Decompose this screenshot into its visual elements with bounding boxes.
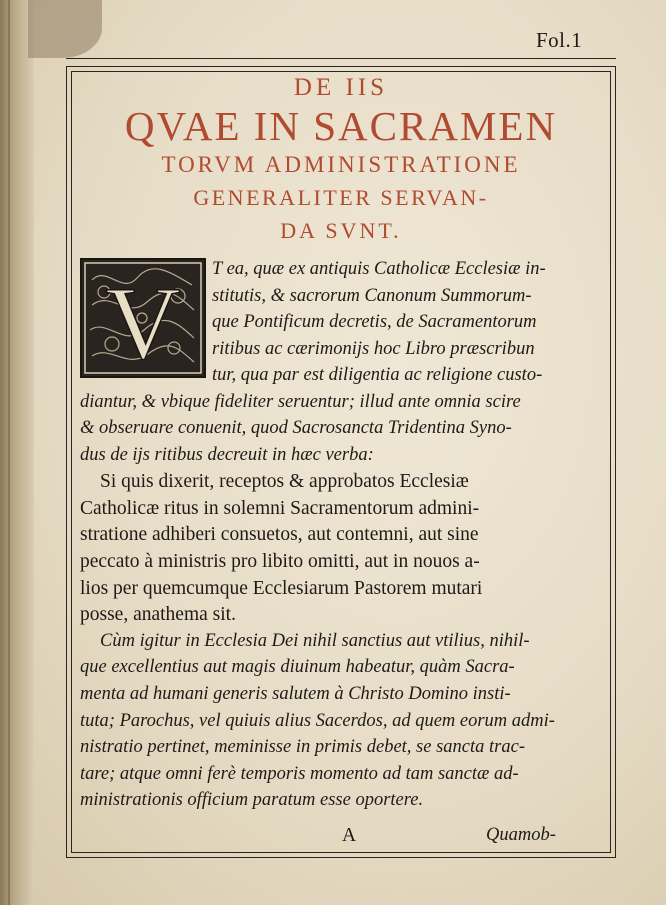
para1-line: & obseruare conuenit, quod Sacrosancta Tridentina Syno- (80, 418, 512, 438)
para2-line: stratione adhiberi consuetos, aut contemni, aut sine (80, 524, 479, 545)
title-line-1: DE IIS (293, 74, 389, 101)
title-line-2: QVAE IN SACRAMEN (124, 103, 558, 149)
title-line-4: GENERALITER SERVAN- (193, 185, 489, 210)
para3-line: ministrationis officium paratum esse oportere. (80, 790, 424, 810)
para1-line: ritibus ac cærimonijs hoc Libro præscribun (212, 339, 535, 359)
ornamental-initial (80, 258, 206, 378)
para3-line: Cùm igitur in Ecclesia Dei nihil sanctius aut vtilius, nihil- (100, 631, 530, 651)
para1-line: tur, qua par est diligentia ac religione custo- (212, 365, 543, 385)
para1-line: diantur, & vbique fideliter seruentur; illud ante omnia scire (80, 392, 521, 412)
catchword: Quamob- (486, 825, 556, 845)
para3-line: menta ad humani generis salutem à Christo Domino insti- (80, 684, 511, 704)
para1-line: stitutis, & sacrorum Canonum Summorum- (212, 286, 532, 306)
para1-line: dus de ijs ritibus decreuit in hæc verba: (80, 445, 374, 465)
para3-line: tuta; Parochus, vel quiuis alius Sacerdos, ad quem eorum admi- (80, 711, 555, 731)
binding-gutter (0, 0, 34, 905)
title-line-5: DA SVNT. (280, 218, 402, 243)
para1-line: que Pontificum decretis, de Sacramentorum (212, 312, 537, 332)
title-line-3: TORVM ADMINISTRATIONE (161, 152, 521, 177)
frame-top-rule (66, 58, 616, 59)
ornament-icon (82, 260, 204, 376)
para2-line: posse, anathema sit. (80, 604, 236, 625)
dropcap-letter: V (105, 266, 181, 376)
para2-line: Catholicæ ritus in solemni Sacramentorum admini- (80, 498, 480, 519)
para1-line: T ea, quæ ex antiquis Catholicæ Ecclesiæ in- (212, 259, 546, 279)
folio-number: Fol.1 (536, 28, 583, 52)
torn-corner (28, 0, 102, 58)
para3-line: nistratio pertinet, meminisse in primis debet, se sancta trac- (80, 737, 525, 757)
para2-line: Si quis dixerit, receptos & approbatos Ecclesiæ (100, 471, 469, 492)
para2-line: lios per quemcumque Ecclesiarum Pastorem mutari (80, 578, 483, 599)
para3-line: que excellentius aut magis diuinum habeatur, quàm Sacra- (80, 657, 515, 677)
signature-mark: A (342, 825, 357, 846)
para2-line: peccato à ministris pro libito omitti, aut in nouos a- (80, 551, 480, 572)
para3-line: tare; atque omni ferè temporis momento ad tam sanctæ ad- (80, 764, 519, 784)
